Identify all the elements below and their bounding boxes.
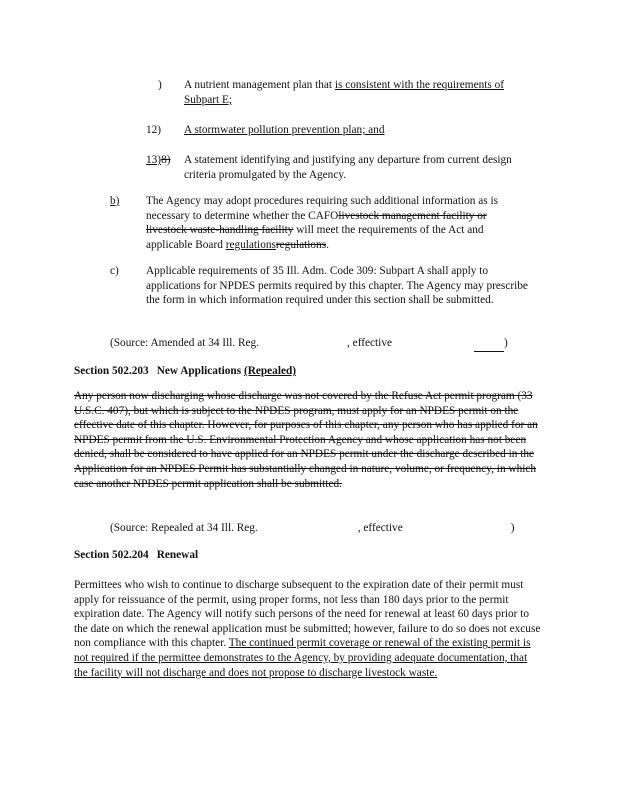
section-heading-502-203 (74, 364, 534, 379)
list-item-text: A statement identifying and justifying any departure from current design criteria promulgated by the Agency. (184, 154, 512, 181)
list-item-number: 12) (146, 124, 162, 136)
list-item-text-added: is consistent with the requirements of Subpart E; (184, 79, 505, 106)
section-text: Permittees who wish to continue to discharge subsequent to the expiration date of their permit must apply for reissuance of the permit, using proper forms, not less than 180 days prior to the permit expiration date. The Agency will notify such persons of the need for renewal at least 60 days prior to the date on which the renewal application must be submitted; however, failure to do so does not excuse non compliance with this chapter. (74, 579, 541, 650)
paragraph-text-deleted: regulations (275, 238, 327, 251)
paragraph-text-part: . (326, 238, 329, 251)
paragraph-text: Applicable requirements of 35 Ill. Adm. Code 309: Subpart A shall apply to applications for NPDES permits required by this chapter. The Agency may prescribe the form in which information required under this section shall be submitted. (146, 265, 528, 307)
list-item-text-added: A stormwater pollution prevention plan; and (184, 124, 385, 136)
paragraph-letter: c) (110, 265, 119, 277)
section-body-502-203 (74, 389, 542, 491)
section-title: New Applications (156, 365, 244, 377)
paragraph-text-added: regulations (225, 238, 276, 251)
section-text-added: The continued permit coverage or renewal of the existing permit is not required if the permittee demonstrates to the Agency, by providing adequate documentation, that the facility will not discharge and does not propose to discharge livestock waste. (74, 637, 531, 679)
section-number: Section 502.203 (74, 365, 149, 377)
source-note-end: ) (503, 337, 508, 349)
source-note-prefix: (Source: Repealed at 34 Ill. Reg. (110, 522, 258, 534)
list-item-nutrient-plan (158, 78, 530, 107)
paragraph-b (110, 194, 530, 252)
list-item-number: ) (158, 79, 162, 91)
source-note-end: ) (510, 522, 515, 534)
section-number: Section 502.204 (74, 549, 149, 561)
source-note-repealed (110, 521, 530, 536)
paragraph-c (110, 264, 530, 308)
source-note-amended (110, 336, 530, 352)
list-item-stormwater-plan (146, 123, 526, 138)
source-note-blank (474, 336, 504, 352)
section-heading-502-204 (74, 548, 534, 563)
paragraph-text-part: will meet the requirements of the Act and applicable Board (146, 224, 484, 251)
paragraph-text-deleted: livestock management facility or livestock waste-handling facility (146, 209, 487, 237)
paragraph-text-part: The Agency may adopt procedures requiring such additional information as is necessary to determine whether the CAFO (146, 195, 498, 222)
list-item-text (184, 78, 530, 107)
section-text-deleted: Any person now discharging whose discharge was not covered by the Refuse Act permit program (33 U.S.C. 407), but which is subject to the NPDES program, must apply for an NPDES permit on the effective date of this chapter. However, for purposes of this chapter, any person who has applied for an NPDES permit from the U.S. Environmental Protection Agency and whose application has not been denied, shall be considered to have applied for an NPDES permit under the discharge described in the Application for an NPDES Permit has substantially changed in nature, volume, or frequency, in which case another NPDES permit application shall be submitted. (74, 390, 538, 490)
paragraph-letter: b) (110, 195, 120, 207)
section-title: Renewal (156, 549, 199, 561)
list-item-statement (146, 153, 534, 182)
list-item-number-deleted: 8) (161, 154, 171, 166)
source-note-effective: , effective (357, 522, 403, 534)
list-item-number-added: 13) (146, 154, 162, 166)
list-item-text-plain: A nutrient management plan that (184, 79, 335, 91)
list-item-number (146, 153, 184, 182)
section-body-502-204 (74, 578, 542, 680)
source-note-prefix: (Source: Amended at 34 Ill. Reg. (110, 337, 260, 349)
paragraph-text (146, 194, 530, 252)
section-title-added: (Repealed) (243, 365, 297, 377)
source-note-effective: , effective (347, 337, 392, 349)
